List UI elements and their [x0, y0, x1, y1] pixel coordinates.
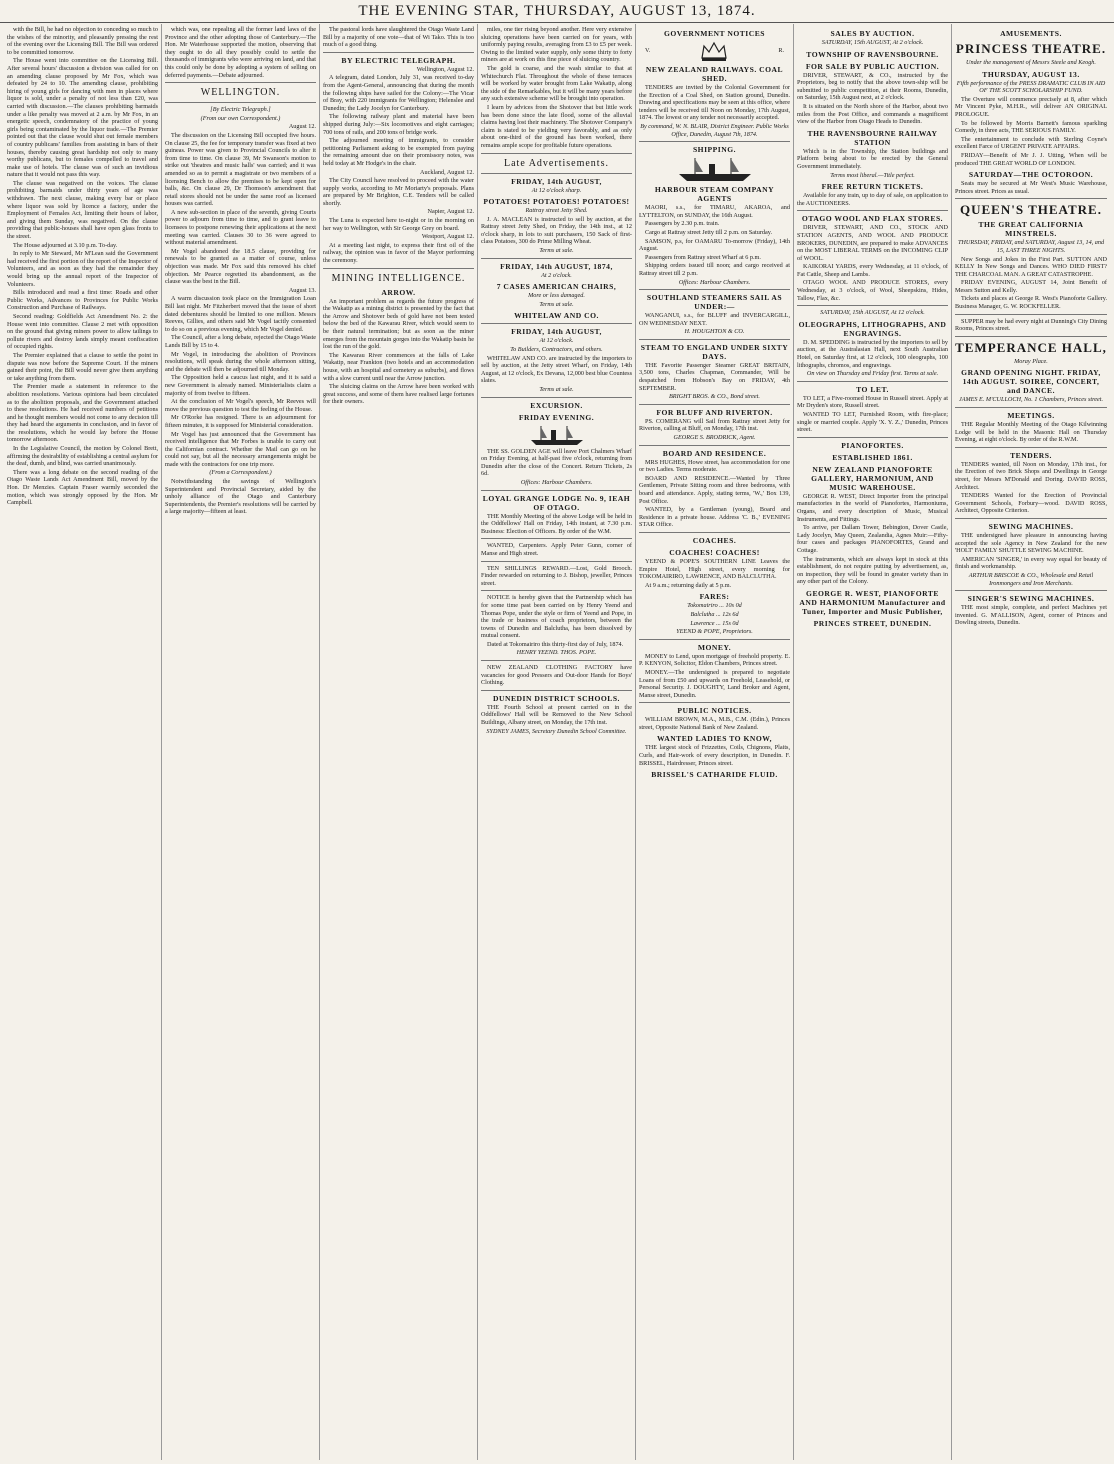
- article-paragraph: The sluicing claims on the Arrow have been worked with great success, and some of them have realised large fortunes for their owners.: [323, 383, 474, 406]
- ad-line: SYDNEY JAMES, Secretary Dunedin School Committee.: [486, 727, 627, 735]
- newspaper-columns: [4, 24, 1110, 1460]
- ad-line: Terms most liberal.—Title perfect.: [830, 171, 915, 179]
- ad-paragraph: Available for any train, up to day of sale, on application to the AUCTIONEERS.: [797, 192, 948, 207]
- divider: [955, 447, 1107, 448]
- divider: [481, 397, 632, 398]
- notice-paragraph: SAMSON, p.s, for OAMARU To-morrow (Friday), 14th August.: [639, 237, 790, 253]
- ad-line: EXCURSION.: [530, 400, 583, 410]
- ad-paragraph: Which is in the Township, the Station buildings and Platform being about to be erected by the General Government immediately.: [797, 147, 948, 170]
- ad-paragraph: THE Regular Monthly Meeting of the Otago Kilwinning Lodge will be held in the Masonic Hall on Thursday Evening, at eight o'clock. By order of the R.W.M.: [955, 421, 1107, 444]
- article-paragraph: The adjourned meeting of immigrants, to consider petitioning Parliament asking to be exempted from paying the remaining amount due on their promissory notes, was held today at Mr Hodge's in the chair.: [323, 137, 474, 167]
- notice-signature: GEORGE S. BRODRICK, Agent.: [673, 434, 756, 442]
- article-paragraph: The City Council have resolved to proceed with the water supply works, according to Mr Moriarty's proposals. Plans are prepared by Mr Brighton, C.E. Tenders will be called shortly.: [323, 177, 474, 207]
- article-paragraph: I learn by advices from the Shotover that but little work has been done since the late flood, some of the alluvial claims having lost their machinery. The Shotover Company's claim is stated to be yielding very favorably, and as only about one-third of the ground has been worked, there remains ample scope for profitable future operations.: [481, 103, 632, 149]
- article-paragraph: A new sub-section in place of the seventh, giving Courts power to adjourn from time to time, and to grant leave to licensees to postpone renewing their applications at the next meeting was carried. Clauses 30 to 36 were agreed to without material amendment.: [165, 208, 316, 247]
- section-heading: COACHES.: [692, 535, 737, 545]
- ad-line: At 2 o'clock.: [541, 271, 572, 279]
- article-paragraph: There was a long debate on the second reading of the Otago Waste Lands Act Amendment Bill, moved by the Hon. Dr Menzies. Captain Fraser warmly seconded the motion, which was strongly opposed by the Hon. Mr Campbell.: [7, 468, 158, 507]
- notice-heading: WANTED LADIES TO KNOW,: [656, 734, 773, 744]
- notice-paragraph: THE Favorite Passenger Steamer GREAT BRITAIN, 3,500 tons, Charles Chapman, Commander, Will be despatched from Hobson's Bay on FRIDAY, 4th SEPTEMBER.: [639, 361, 790, 392]
- notice-heading: FARES:: [699, 592, 730, 602]
- divider: [955, 407, 1107, 408]
- notice-paragraph: Cargo at Rattray street Jetty till 2 p.m. on Saturday.: [645, 228, 772, 236]
- ad-line: FRIDAY EVENING.: [518, 412, 595, 422]
- notice-paragraph: MAORI, s.s., for TIMARU, AKAROA, and LYTTELTON, on SUNDAY, the 16th August.: [639, 204, 790, 219]
- section-heading: PUBLIC NOTICES.: [677, 706, 752, 716]
- ad-paragraph: DRIVER, STEWART, AND CO., STOCK AND STATION AGENTS, AND WOOL AND PRODUCE BROKERS, DUNEDIN, are prepared to make ADVANCES on the MOST LIBERAL TERMS on the INCOMING CLIP of WOOL.: [797, 224, 948, 262]
- ad-line: 7 CASES AMERICAN CHAIRS,: [496, 282, 617, 292]
- ad-paragraph: It is situated on the North shore of the Harbor, about two miles from the Post Office, and commands a magnificent view of the Harbor from Otago Heads to Dunedin.: [797, 102, 948, 126]
- masthead: THE EVENING STAR, THURSDAY, AUGUST 13, 1874.: [0, 0, 1114, 23]
- ad-paragraph: D. M. SPEDDING is instructed by the importers to sell by auction, at the Australasian Hall, next South Australian Hotel, on Saturday first, at 12 o'clock, 100 oleographs, 100 lithographs, chromos, and engravings.: [797, 338, 948, 369]
- theatre-heading: QUEEN'S THEATRE.: [960, 202, 1102, 218]
- article-paragraph: The Kawarau River commences at the falls of Lake Wakatip, near Frankton (two hotels and an accommodation house, with an hospital and cemetery as suburbs), and flows with a slow current until near the Arrow junction.: [323, 351, 474, 382]
- notice-paragraph: YEEND & POPE'S SOUTHERN LINE Leaves the Empire Hotel, High street, every morning for TOKOMAIRIRO, LAWRENCE, AND BALCLUTHA.: [639, 557, 790, 581]
- ad-line: SATURDAY, 15th AUGUST, At 12 o'clock.: [820, 309, 925, 317]
- ad-line: DUNEDIN DISTRICT SCHOOLS.: [493, 693, 620, 703]
- ad-line: POTATOES! POTATOES! POTATOES!: [483, 197, 630, 207]
- divider: [639, 289, 790, 290]
- ad-heading: ESTABLISHED 1861.: [832, 452, 913, 462]
- section-heading: MONEY.: [697, 642, 732, 652]
- divider: [797, 305, 948, 306]
- ad-paragraph: TO LET, a Five-roomed House in Russell street. Apply at Mr Dryden's store, Russell street.: [797, 394, 948, 410]
- notice-heading: NEW ZEALAND RAILWAYS. COAL SHED.: [645, 65, 784, 83]
- ad-paragraph: To be followed by Morris Barnett's famous sparkling Comedy, in three acts, THE SERIOUS FAMILY.: [955, 119, 1107, 135]
- notice-paragraph: BOARD AND RESIDENCE.—Wanted by Three Gentlemen, Private Sitting room and three bedrooms, with board and attendance. Apply, stating terms, 'W.,' Box 139, Post Office.: [639, 474, 790, 505]
- ad-line: Moray Place.: [1014, 357, 1048, 365]
- section-heading: SEWING MACHINES.: [988, 521, 1074, 531]
- article-paragraph: The House went into committee on the Licensing Bill. After several hours' discussion a division was called for on an amending clause proposed by Mr Fox, which was defeated by 24 to 10. The amending clause, prohibiting hiring of young girls for dancing with men in places where liquor is sold, under a penalty of not less than £20, was carried with discussion.—The clauses prohibiting barmaids under a like penalty was moved at 2 a.m. by Mr Fox, in an energetic speech, condemnatory of the practice of young girls being contaminated by the liquor trade.—The Premier pointed out that the clause would shut out female members of country publicans' families from assisting in bars of their houses, thereby causing great hardship not only to many worthy publicans, but to females compelled to travel and make use of hotels. The clause was of such an invidious nature that it would not pass this way.: [7, 57, 158, 179]
- ad-paragraph: THE Fourth School at present carried on in the Oddfellows' Hall will be Removed to the New School Buildings, Albany street, on Monday, the 17th inst.: [481, 703, 632, 727]
- ad-heading: PRINCES STREET, DUNEDIN.: [813, 618, 932, 628]
- article-paragraph: Mr Vogel has just announced that the Government has received intelligence that Mr Forbes is unable to carry out the Californian contract. Whether the Mail can go on he could not say, but all the necessary arrangements might be made with the contractors for one trip more.: [165, 430, 316, 468]
- divider: [481, 258, 632, 259]
- ad-paragraph: New Songs and Jokes in the First Part. SUTTON AND KELLY In New Songs and Dances. WHO DIED FIRST? THE CHARCOAL MAN. A GREAT CATASTROPHE.: [955, 255, 1107, 278]
- ad-line: WHITELAW AND CO.: [514, 311, 599, 321]
- divider: [165, 82, 316, 83]
- theatre-heading: PRINCESS THEATRE.: [955, 41, 1107, 56]
- article-paragraph: The following railway plant and material have been shipped during July:—Six locomotives and eight carriages; 700 tons of rails, and 200 tons of bridge work.: [323, 113, 474, 136]
- ad-heading: TOWNSHIP OF RAVENSBOURNE.: [806, 49, 939, 59]
- dateline: Wellington, August 12.: [416, 65, 474, 73]
- dateline: Napier, August 12.: [427, 208, 474, 216]
- divider: [955, 518, 1107, 519]
- divider: [955, 314, 1107, 315]
- ad-paragraph: DRIVER, STEWART, & CO., instructed by the Proprietors, beg to notify that the above town-ship will be submitted to public competition, at their Rooms, Dunedin, on Saturday, 15th August next, at 2 o'clock.: [797, 71, 948, 102]
- ad-paragraph: The entertainment to conclude with Sterling Coyne's excellent Farce of URGENT PRIVATE AFFAIRS.: [955, 135, 1107, 151]
- notice-heading: HARBOUR STEAM COMPANY AGENTS: [654, 185, 775, 204]
- divider: [323, 268, 474, 269]
- article-paragraph: Mr O'Rorke has resigned. There is an adjournment for fifteen minutes, it is supposed for Ministerial consideration.: [165, 414, 316, 429]
- section-heading: PIANOFORTES.: [841, 440, 904, 450]
- ad-heading: NEW ZEALAND PIANOFORTE GALLERY, HARMONIUM, AND MUSIC WAREHOUSE.: [811, 464, 934, 492]
- divider: [481, 490, 632, 491]
- section-heading: TENDERS.: [1010, 450, 1052, 460]
- divider: [481, 538, 632, 539]
- ad-paragraph: To arrive, per Dallam Tower, Bebington, Dover Castle, Lady Jocelyn, May Queen, Zealandia, Agnes Muir:—Fifty-four cases and packages PIANOFORTES, Grand and Cottage.: [797, 524, 948, 554]
- ad-paragraph: Seats may be secured at Mr West's Music Warehouse, Princes street. Prices as usual.: [955, 180, 1107, 195]
- notice-paragraph: Shipping orders issued till noon; and cargo received at Rattray street till 2 p.m.: [639, 262, 790, 277]
- ad-line: At 12 o'clock.: [539, 337, 574, 345]
- ad-line: HENRY YEEND. THOS. POPE.: [516, 649, 597, 657]
- article-paragraph: Bills introduced and read a first time: Roads and other Public Works, Advances to Provinces for Public Works Construction and Purchase of Railways.: [7, 289, 158, 312]
- ad-paragraph: KAIKORAI YARDS, every Wednesday, at 11 o'clock, of Fat Cattle, Sheep and Lambs.: [797, 263, 948, 278]
- steamship-illustration: [527, 424, 587, 446]
- ad-paragraph: Dated at Tokomairiro this thirty-first day of July, 1874.: [487, 640, 624, 648]
- notice-paragraph: Offices: Harbour Chambers.: [678, 278, 751, 286]
- ad-paragraph: FRIDAY—Benefit of Mr J. J. Utting, When will be produced THE GREAT WORLD OF LONDON.: [955, 151, 1107, 167]
- fare-line: Lawrence ... 15s 0d: [690, 619, 739, 627]
- article-paragraph: The Luna is expected here to-night or in the morning on her way to Wellington, with Sir George Grey on board.: [323, 217, 474, 232]
- article-paragraph: At the conclusion of Mr Vogel's speech, Mr Reeves will move the previous question to test the feeling of the House.: [165, 398, 316, 413]
- ad-heading: THE RAVENSBOURNE RAILWAY STATION: [807, 128, 938, 147]
- byline: (From our own Correspondent.): [200, 114, 281, 122]
- article-paragraph: Mr Vogel, in introducing the abolition of Provinces resolutions, will speak during the whole afternoon sitting, and the debate will then be adjourned till Monday.: [165, 350, 316, 373]
- notice-heading: STEAM TO ENGLAND UNDER SIXTY DAYS.: [640, 342, 789, 361]
- ad-heading: FREE RETURN TICKETS.: [821, 182, 924, 192]
- notice-heading: COACHES! COACHES!: [669, 547, 760, 557]
- divider: [639, 445, 790, 446]
- section-heading: SALES BY AUCTION.: [830, 29, 915, 38]
- divider: [797, 381, 948, 382]
- column-6: [794, 24, 952, 1460]
- ad-paragraph: FRIDAY EVENING, AUGUST 14, Joint Benefit of Messrs Sutton and Kelly.: [955, 279, 1107, 294]
- notice-paragraph: WANTED, by a Gentleman (young), Board and Residence in a private house. Address 'C. B.,' EVENING STAR Office.: [639, 506, 790, 529]
- divider: [481, 173, 632, 174]
- ad-heading: OTAGO WOOL AND FLAX STORES.: [801, 214, 944, 224]
- ad-paragraph: THE SS. GOLDEN AGE will leave Port Chalmers Wharf on Friday Evening, at half-past five o'clock, returning from Dunedin after the close of the Concert. Return Tickets, 2s 6d.: [481, 447, 632, 478]
- article-paragraph: miles, one tier rising beyond another. Here very extensive sluicing operations have been carried on for years, with uniformly paying results, averaging from £3 to £5 per week. Owing to the limited water supply, only some thirty to forty miners are at work on this fine piece of sluicing country.: [481, 26, 632, 64]
- article-paragraph: The House adjourned at 3.10 p.m. To-day.: [13, 241, 118, 249]
- notice-paragraph: At 9 a.m.; returning daily at 5 p.m.: [645, 581, 732, 589]
- notice-paragraph: PS. COMERANG will Sail from Rattray street Jetty for Riverton, calling at Bluff, on Monday, 17th inst.: [639, 417, 790, 433]
- notice-paragraph: TENDERS are invited by the Colonial Government for the Erection of a Coal Shed, on Station ground, Dunedin. Drawing and specifications may be seen at this office, where tenders will be received till Noon on Monday, 17th August, 1874. The lowest or any tender not necessarily accepted.: [639, 84, 790, 122]
- ad-line: Rattray street Jetty Shed.: [525, 207, 588, 215]
- notice-heading: SOUTHLAND STEAMERS SAIL AS UNDER:—: [646, 293, 783, 312]
- fare-line: Tokomairiro ... 10s 0d: [687, 602, 742, 610]
- section-heading: MEETINGS.: [1007, 411, 1055, 421]
- ad-line: Under the management of Messrs Steele and Keogh.: [966, 59, 1096, 66]
- divider: [639, 532, 790, 533]
- ad-paragraph: The instruments, which are always kept in stock at this establishment, do not require putting by advertisement, as, on inspection, they will be found in greater variety than in any other part of the Colony.: [797, 555, 948, 586]
- ad-line: Terms at sale.: [539, 300, 574, 308]
- notice-paragraph: Passengers from Rattray street Wharf at 6 p.m.: [645, 253, 761, 261]
- section-heading: Late Advertisements.: [504, 157, 609, 169]
- ad-line: SATURDAY, 15th AUGUST, At 2 o'clock.: [821, 39, 924, 46]
- ad-line: LOYAL GRANGE LODGE No. 9, IEAH OF OTAGO.: [482, 493, 631, 512]
- article-paragraph: Second reading: Goldfields Act Amendment No. 2: the House went into committee. Clause 2 met with opposition on the ground that giving miners power to allow tailings to pollute rivers and destroy lands simply meant confiscation of occupied rights.: [7, 312, 158, 351]
- notice-paragraph: MONEY to Lend, upon mortgage of freehold property. E. P. KENYON, Solicitor, Eldon Chambers, Princes street.: [639, 652, 790, 668]
- ad-paragraph: OTAGO WOOL AND PRODUCE STORES, every Wednesday, at 3 o'clock, of Wool, Sheepskins, Hides, Tallow, Flax, &c.: [797, 279, 948, 302]
- ad-paragraph: WANTED TO LET, Furnished Room, with fire-place; single or married couple. Apply 'X. Y. Z.,' Dunedin, Princes street.: [797, 411, 948, 434]
- crest-letter: R.: [778, 47, 784, 55]
- article-paragraph: The pastoral lords have slaughtered the Otago Waste Land Bill by a majority of one vote—that of Wi Tako. This is too much of a good thing.: [323, 26, 474, 49]
- notice-paragraph: WANGANUI, s.s., for BLUFF and INVERCARGILL, ON WEDNESDAY NEXT.: [639, 312, 790, 327]
- article-paragraph: In reply to Mr Steward, Mr M'Lean said the Government had received the first portion of the report of the Inspector of Volunteers, and as soon as they had the remainder they would bring up the annual report of the Inspector of Volunteers.: [7, 250, 158, 288]
- notice-paragraph: MRS HUGHES, Howe street, has accommodation for one or two Ladies. Terms moderate.: [639, 458, 790, 474]
- ad-line: Offices: Harbour Chambers.: [520, 478, 593, 486]
- royal-crest: [645, 40, 784, 62]
- notice-paragraph: WILLIAM BROWN, M.A., M.B., C.M. (Edin.), Princes street, Opposite National Bank of New Zealand.: [639, 716, 790, 731]
- section-heading: SINGER'S SEWING MACHINES.: [967, 594, 1095, 604]
- divider: [639, 339, 790, 340]
- ad-line: More or less damaged.: [528, 292, 585, 300]
- ad-line: FRIDAY, 14th AUGUST,: [511, 327, 602, 337]
- divider: [481, 153, 632, 154]
- divider: [481, 323, 632, 324]
- article-paragraph: A telegram, dated London, July 31, was received to-day from the Agent-General, announcing that during the month the following ships have sailed for the Colony:—The Vicar of Bray, with 220 immigrants for Wellington; Helenslee and Dunedin; the Lady Jocelyn for Canterbury.: [323, 74, 474, 112]
- fare-line: Balclutha ... 12s 6d: [690, 610, 739, 618]
- divider: [639, 639, 790, 640]
- ad-line: Terms at sale.: [539, 386, 574, 393]
- ad-paragraph: SUPPER may be had every night at Dunning's City Dining Rooms, Princes street.: [955, 317, 1107, 333]
- column-5: [636, 24, 794, 1460]
- notice-paragraph: THE largest stock of Frizzettes, Coils, Chignons, Plaits, Curls, and Hair-work of every description, in Dunedin. F. BRISSEL, Hairdresser, Princes street.: [639, 744, 790, 767]
- ad-line: Terms at sale.: [539, 247, 574, 255]
- article-paragraph: with the Bill, he had no objection to conceding so much to the wishes of the minority, and pleasantly pressing the rest of the evening over the Licensing Bill. The Bill was ordered to be committed tomorrow.: [7, 26, 158, 56]
- ad-line: FRIDAY, 14th AUGUST,: [511, 176, 602, 186]
- divider: [955, 198, 1107, 199]
- ad-paragraph: Tickets and places at George R. West's Pianoforte Gallery. Business Manager, G. W. ROCKFELLER.: [955, 295, 1107, 311]
- section-heading: AMUSEMENTS.: [1000, 29, 1062, 38]
- section-heading: WELLINGTON.: [200, 87, 281, 99]
- divider: [481, 660, 632, 661]
- ad-line: At 12 o'clock sharp.: [531, 186, 582, 194]
- ad-line: THURSDAY, FRIDAY, and SATURDAY, August 13, 14, and 15, LAST THREE NIGHTS.: [957, 239, 1105, 254]
- ad-line: On view on Thursday and Friday first. Terms at sale.: [806, 370, 939, 378]
- article-paragraph: Notwithstanding the savings of Wellington's Superintendent and Provincial Secretary, aided by the unholy alliance of the Otago and Canterbury Superintendents, the Premier's resolutions will be carried by a large majority—fifteen at least.: [165, 478, 316, 516]
- article-paragraph: An important problem as regards the future progress of the Wakatip as a mining district is presented by the fact that the Arrow and Shotover beds of gold have not been tested below the bed of the Kawarau River, which would seem to be their natural termination; but as soon as the miner emerges from the mountain gorges into the Wakatip basin he lost the run of the gold.: [323, 297, 474, 351]
- dateline: Westport, August 12.: [421, 233, 474, 241]
- article-paragraph: In the Legislative Council, the motion by Colonel Brett, affirming the desirability of establishing a central asylum for the deaf, dumb, and blind, was carried unanimously.: [7, 445, 158, 468]
- section-heading: TO LET.: [856, 384, 889, 394]
- byline: (From a Correspondent.): [209, 469, 272, 477]
- ad-paragraph: WANTED, Carpenters. Apply Peter Gunn, corner of Manse and High street.: [481, 542, 632, 557]
- byline: [By Electric Telegraph.]: [210, 106, 271, 114]
- ad-heading: SATURDAY—THE OCTOROON.: [968, 170, 1094, 180]
- ad-paragraph: NEW ZEALAND CLOTHING FACTORY have vacancies for good Pressers and Out-door Hands for Boys' Clothing.: [481, 664, 632, 687]
- article-paragraph: Mr Vogel abandoned the 18.5 clause, providing for renewals to be granted as a matter of course, unless objection was made. Mr Fox said this removed his chief objection. Mr Pearce regretted its abandonment, as the clause was the best in the Bill.: [165, 247, 316, 286]
- ad-paragraph: The Overture will commence precisely at 8, after which Mr Vincent Pyke, M.H.R., will deliver AN ORIGINAL PROLOGUE.: [955, 95, 1107, 118]
- ad-paragraph: WHITELAW AND CO. are instructed by the importers to sell by auction, at the Jetty street Wharf, on Friday, 14th August, at 12 o'clock, Ex Devana, 12,000 best blue Countess slates.: [481, 354, 632, 385]
- notice-signature: By command, W. N. BLAIR, District Engineer. Public Works Office, Dunedin, August 7th, 1874.: [640, 122, 789, 138]
- divider: [639, 404, 790, 405]
- section-heading: BY ELECTRIC TELEGRAPH.: [341, 55, 456, 65]
- ad-paragraph: THE undersigned have pleasure in announcing having accepted the sole Agency in New Zealand for the new 'HOLT' FAMILY SHUTTLE SEWING MACHINE.: [955, 531, 1107, 555]
- ad-paragraph: GEORGE R. WEST, Direct Importer from the principal manufactories in the world of Pianofortes, Harmoniums, Organs, and every description of Music, Musical Instruments, and Fittings.: [797, 492, 948, 523]
- column-3: [320, 24, 478, 1460]
- article-paragraph: The Premier made a statement in reference to the abolition resolutions. Various opinions had been circulated as to the abolition proposals, and the Government attached to these resolutions. He had received numbers of petitions and he thought members would not come to any decision till they had heard the arguments in conclusion, and in favor of the resolutions, which he would lay before the House tomorrow afternoon.: [7, 383, 158, 444]
- crest-letter: V.: [645, 47, 651, 55]
- ad-line: FRIDAY, 14th AUGUST, 1874,: [500, 261, 613, 271]
- hall-heading: TEMPERANCE HALL,: [955, 339, 1107, 355]
- ad-heading: THURSDAY, AUGUST 13.: [982, 69, 1080, 79]
- ad-heading: GRAND OPENING NIGHT. FRIDAY, 14th AUGUST. SOIREE, CONCERT, and DANCE.: [961, 368, 1101, 396]
- article-paragraph: The gold is coarse, and the wash similar to that at Whitechurch Flat. Throughout the whole of these terraces will be worked by water brought from Lake Wakatip, along the side of the Remarkables, but it will be many years before any such extensive scheme will be brought into operation.: [481, 64, 632, 103]
- divider: [481, 590, 632, 591]
- divider: [481, 690, 632, 691]
- ad-heading: OLEOGRAPHS, LITHOGRAPHS, AND ENGRAVINGS.: [798, 319, 947, 338]
- ad-paragraph: THE Monthly Meeting of the above Lodge will be held in the Oddfellows' Hall on Friday, 14th instant, at 7.30 p.m. Business: Election of Officers. By order of the W.M.: [481, 512, 632, 535]
- divider: [639, 702, 790, 703]
- divider: [165, 102, 316, 103]
- ad-paragraph: NOTICE is hereby given that the Partnership which has for some time past been carried on by Henry Yeend and Thomas Pope, under the style or firm of Yeend and Pope, in the trade or business of coach proprietors, between the towns of Dunedin and Balclutha, has been dissolved by mutual consent.: [481, 594, 632, 640]
- ad-paragraph: TENDERS Wanted for the Erection of Provincial Government Schools, Forbury—wood. DAVID ROSS, Architect, Opposite Criterion.: [955, 492, 1107, 515]
- section-heading: GOVERNMENT NOTICES: [663, 29, 766, 38]
- steamship-illustration: [675, 156, 755, 182]
- ad-heading: THE GREAT CALIFORNIA MINSTRELS.: [978, 220, 1084, 239]
- ad-heading: FOR SALE BY PUBLIC AUCTION.: [805, 61, 940, 71]
- article-paragraph: At a meeting last night, to express their first oil of the railway, the opinion was in favor of the Mayor performing the ceremony.: [323, 241, 474, 265]
- article-paragraph: A warm discussion took place on the Immigration Loan Bill last night. Mr Fitzherbert moved that the issue of short dated debentures should be limited to one million. Messrs Reeves, Gillies, and others said Mr Vogel tacitly consented to do so on a previous evening, which Mr Vogel denied.: [165, 295, 316, 333]
- article-paragraph: The discussion on the Licensing Bill occupied five hours. On clause 25, the fee for temporary transfer was fixed at two guineas. Power was given to Provincial Councils to alter it from time to time. On clause 39, Mr Swanson's motion to strike out 'theatres and music halls' was carried; and it was amended so as to permit a magistrate or two members of a licensing Bench to allow the premises to be kept open for balls, &c. On clause 29, Dr Thomson's amendment that retail stores should not be under the same roof as licensed houses was carried.: [165, 131, 316, 208]
- dateline: August 12.: [288, 123, 316, 131]
- column-1: [4, 24, 162, 1460]
- ad-line: JAMES E. M'CULLOCH, No. 1 Chambers, Princes street.: [958, 396, 1104, 404]
- divider: [639, 141, 790, 142]
- article-paragraph: The clause was negatived on the voices. The clause prohibiting barmaids under thirty years of age was withdrawn. The next clause, making every bar or place where liquor was sold by licence a factory, under the Employment of Females Act, limiting their hours of labor, and giving them Sunday, was negatived. On the clause providing that public-houses shall have open glass fronts to the street.: [7, 179, 158, 241]
- ad-paragraph: AMERICAN 'SINGER,' in every way equal for beauty of finish and workmanship.: [955, 555, 1107, 571]
- article-paragraph: The Premier explained that a clause to settle the point in dispute was now before the Supreme Court. If the miners gained their point, the Bill would never give them anything or take anything from them.: [7, 351, 158, 382]
- divider: [955, 590, 1107, 591]
- ad-line: Fifth performance of the PRESS DRAMATIC CLUB IN AID OF THE SCOTT SCHOLARSHIP FUND.: [956, 79, 1106, 95]
- notice-signature: YEEND & POPE, Proprietors.: [676, 628, 753, 636]
- column-2: [162, 24, 320, 1460]
- column-7: [952, 24, 1110, 1460]
- article-paragraph: The Opposition held a caucus last night, and it is said a new Government is already named. Ministerialists claim a majority of from twelve to fifteen.: [165, 374, 316, 397]
- ad-paragraph: J. A. MACLEAN is instructed to sell by auction, at the Rattray street Jetty Shed, on Friday, the 14th inst., at 12 o'clock sharp, in lots to suit purchasers, 150 Sack of first-class Potatoes, 300 do Prime Milling Wheat.: [481, 215, 632, 246]
- article-paragraph: The Council, after a long debate, rejected the Otago Waste Lands Bill by 15 to 4.: [165, 334, 316, 349]
- dateline: Auckland, August 12.: [420, 168, 474, 176]
- ad-paragraph: TEN SHILLINGS REWARD.—Lost, Gold Brooch. Finder rewarded on returning to J. Bishop, jeweller, Princes street.: [481, 564, 632, 587]
- section-heading: SHIPPING.: [692, 145, 737, 155]
- divider: [797, 437, 948, 438]
- ad-paragraph: THE most simple, complete, and perfect Machines yet invented. G. M'ALLISON, Agent, corner of Princes and Dowling streets, Dunedin.: [955, 604, 1107, 627]
- section-heading: MINING INTELLIGENCE.: [331, 272, 466, 284]
- article-paragraph: which was, one repealing all the former land laws of the Province and the other adopting those of Canterbury.—The Hon. Mr Waterhouse supported the motion, observing that they ought to do all they possibly could to settle the thousands of immigrants who were arriving on land, and that this could only be done by adopting a system of selling on deferred payments.—Debate adjourned.: [165, 26, 316, 79]
- crown-icon: [699, 40, 729, 62]
- notice-signature: H. HOUGHTON & CO.: [684, 328, 745, 336]
- notice-signature: BRIGHT BROS. & CO., Bond street.: [669, 393, 760, 401]
- sub-heading: ARROW.: [381, 287, 416, 297]
- section-heading: BOARD AND RESIDENCE.: [662, 448, 767, 458]
- divider: [481, 561, 632, 562]
- ad-line: ARTHUR BRISCOE & CO., Wholesale and Retail Ironmongers and Iron Merchants.: [968, 571, 1094, 587]
- ad-line: To Builders, Contractors, and others.: [510, 346, 603, 354]
- dateline: August 13.: [288, 286, 316, 294]
- ad-heading: GEORGE R. WEST, PIANOFORTE AND HARMONIUM Manufacturer and Tuner, Importer and Music Publisher,: [799, 588, 946, 616]
- divider: [797, 210, 948, 211]
- notice-heading: FOR BLUFF AND RIVERTON.: [656, 407, 773, 417]
- ad-paragraph: TENDERS wanted, till Noon on Monday, 17th inst., for the Erection of two Brick Shops and Dwellings in George street, for Messrs M'Donald and Doring. DAVID ROSS, Architect.: [955, 460, 1107, 491]
- divider: [955, 336, 1107, 337]
- notice-heading: BRISSEL'S CATHARIDE FLUID.: [651, 770, 778, 780]
- column-4: [478, 24, 636, 1460]
- notice-paragraph: Passengers by 2.30 p.m. train.: [645, 220, 720, 228]
- divider: [323, 52, 474, 53]
- notice-paragraph: MONEY.—The undersigned is prepared to negotiate Loans of from £50 and upwards on Freehold, Leasehold, or Personal Security. J. DOUGHTY, Land Broker and Agent, Manse street, Dunedin.: [639, 668, 790, 699]
